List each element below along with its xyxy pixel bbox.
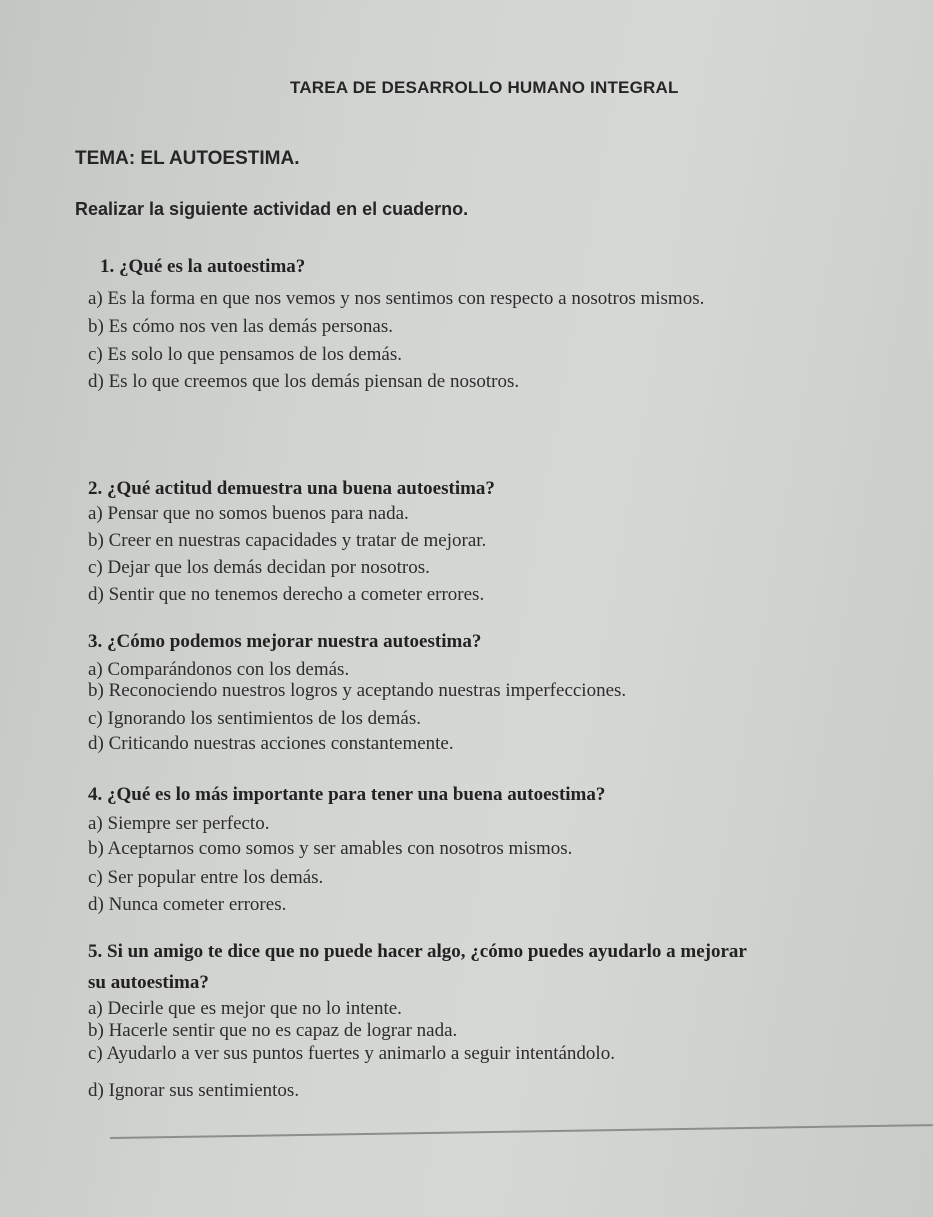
question-2-option-a: a) Pensar que no somos buenos para nada.	[88, 503, 409, 524]
question-5-line-2: su autoestima?	[88, 972, 209, 993]
instruction-text: Realizar la siguiente actividad en el cuaderno.	[75, 199, 469, 219]
question-3-option-c: c) Ignorando los sentimientos de los demás.	[88, 708, 421, 729]
question-4-option-c: c) Ser popular entre los demás.	[88, 867, 324, 888]
question-1-option-d: d) Es lo que creemos que los demás piensan de nosotros.	[88, 371, 520, 392]
question-1-option-a: a) Es la forma en que nos vemos y nos sentimos con respecto a nosotros mismos.	[88, 288, 705, 309]
question-4-option-a: a) Siempre ser perfecto.	[88, 813, 270, 834]
question-3: 3. ¿Cómo podemos mejorar nuestra autoestima?	[88, 631, 482, 652]
bottom-divider-line	[110, 1124, 933, 1139]
question-5-line-1: 5. Si un amigo te dice que no puede hacer algo, ¿cómo puedes ayudarlo a mejorar	[88, 941, 747, 962]
question-4-option-b: b) Aceptarnos como somos y ser amables con nosotros mismos.	[88, 838, 573, 859]
question-2-option-c: c) Dejar que los demás decidan por nosotros.	[88, 557, 430, 578]
question-4-option-d: d) Nunca cometer errores.	[88, 894, 287, 915]
question-1-option-b: b) Es cómo nos ven las demás personas.	[88, 316, 393, 337]
document-title: TAREA DE DESARROLLO HUMANO INTEGRAL	[290, 78, 679, 97]
question-1-option-c: c) Es solo lo que pensamos de los demás.	[88, 344, 402, 365]
question-3-option-a: a) Comparándonos con los demás.	[88, 659, 350, 680]
question-5-option-d: d) Ignorar sus sentimientos.	[88, 1080, 300, 1101]
question-5-option-c: c) Ayudarlo a ver sus puntos fuertes y animarlo a seguir intentándolo.	[88, 1043, 615, 1064]
question-1: 1. ¿Qué es la autoestima?	[100, 256, 306, 277]
question-2-option-b: b) Creer en nuestras capacidades y tratar de mejorar.	[88, 530, 487, 551]
question-5-option-a: a) Decirle que es mejor que no lo intente.	[88, 998, 402, 1019]
question-4: 4. ¿Qué es lo más importante para tener una buena autoestima?	[88, 784, 606, 805]
question-2: 2. ¿Qué actitud demuestra una buena autoestima?	[88, 478, 495, 499]
question-5-option-b: b) Hacerle sentir que no es capaz de lograr nada.	[88, 1020, 458, 1041]
question-3-option-d: d) Criticando nuestras acciones constantemente.	[88, 733, 454, 754]
question-3-option-b: b) Reconociendo nuestros logros y aceptando nuestras imperfecciones.	[88, 680, 627, 701]
topic-heading: TEMA: EL AUTOESTIMA.	[75, 148, 300, 169]
question-2-option-d: d) Sentir que no tenemos derecho a cometer errores.	[88, 584, 485, 605]
